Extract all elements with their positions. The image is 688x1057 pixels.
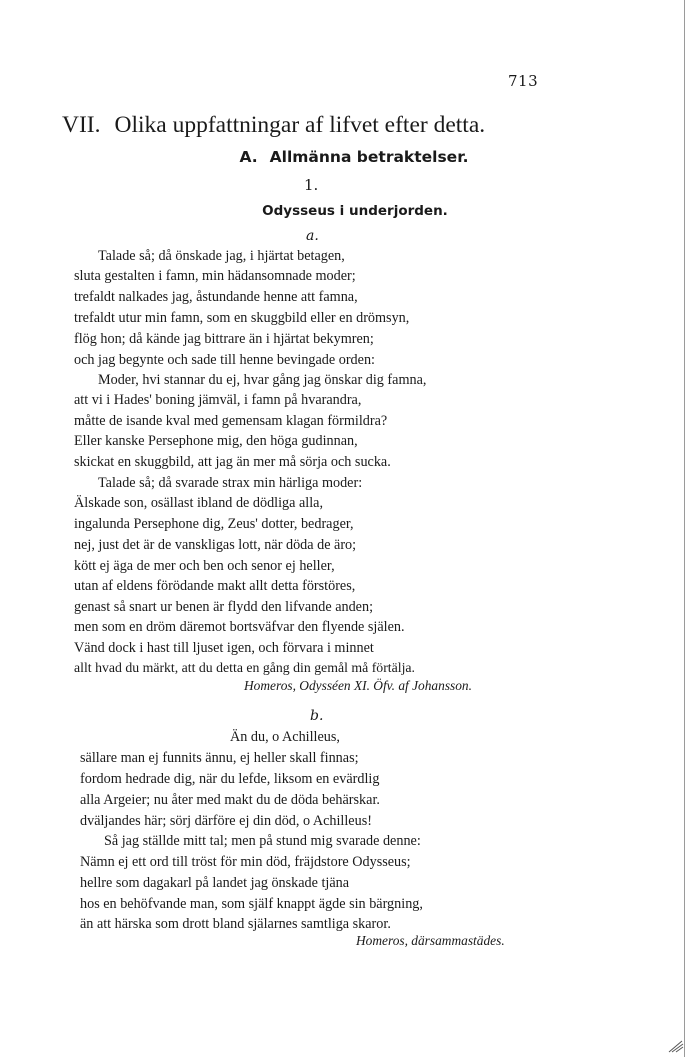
verse-line: Eller kanske Persephone mig, den höga gudinnan, [74, 433, 358, 449]
attribution-part-b: Homeros, därsammastädes. [356, 933, 505, 948]
verse-line: sällare man ej funnits ännu, ej heller skall finnas; [80, 750, 359, 766]
verse-line: trefaldt nalkades jag, åstundande henne att famna, [74, 289, 358, 305]
verse-line: hos en behöfvande man, som själf knappt ägde sin bärgning, [80, 896, 423, 912]
chapter-title: Olika uppfattningar af lifvet efter detta. [114, 112, 486, 138]
verse-line: dväljandes här; sörj därföre ej din död, o Achilleus! [80, 813, 372, 829]
part-b-label: b. [310, 708, 324, 724]
verse-line: Älskade son, osällast ibland de dödliga alla, [74, 495, 324, 511]
verse-line: ingalunda Persephone dig, Zeus' dotter, bedrager, [74, 516, 354, 532]
verse-line: Vänd dock i hast till ljuset igen, och förvara i minnet [74, 640, 374, 656]
section-title: Allmänna betraktelser. [269, 148, 469, 166]
verse-line: Talade så; då önskade jag, i hjärtat betagen, [98, 248, 345, 264]
scan-corner-mark-icon [668, 1039, 684, 1053]
section-letter: A. [239, 148, 258, 166]
verse-line: Nämn ej ett ord till tröst för min död, fräjdstore Odysseus; [80, 854, 411, 870]
page-number: 713 [508, 72, 539, 90]
verse-line: men som en dröm däremot bortsväfvar den flyende själen. [74, 619, 405, 635]
verse-line: sluta gestalten i famn, min hädansomnade moder; [74, 268, 356, 284]
verse-line: Så jag ställde mitt tal; men på stund mig svarade denne: [104, 833, 421, 849]
verse-line: måtte de isande kval med gemensam klagan förmildra? [74, 413, 388, 429]
verse-line: Moder, hvi stannar du ej, hvar gång jag önskar dig famna, [98, 372, 427, 388]
verse-line: alla Argeier; nu åter med makt du de döda behärskar. [80, 792, 380, 808]
attribution-part-a: Homeros, Odysséen XI. Öfv. af Johansson. [244, 678, 472, 693]
verse-line: skickat en skuggbild, att jag än mer må sörja och sucka. [74, 454, 391, 470]
verse-line: trefaldt utur min famn, som en skuggbild eller en drömsyn, [74, 310, 410, 326]
verse-line: genast så snart ur benen är flydd den lifvande anden; [74, 599, 374, 615]
poem-number: 1. [304, 176, 319, 194]
chapter-roman-numeral: VII. [62, 112, 101, 138]
verse-line: hellre som dagakarl på landet jag önskade tjäna [80, 875, 350, 891]
verse-line: än att härska som drott bland själarnes samtliga skaror. [80, 916, 391, 932]
verse-line: allt hvad du märkt, att du detta en gång din gemål må förtälja. [74, 660, 415, 675]
verse-line: fordom hedrade dig, när du lefde, liksom en evärdlig [80, 771, 380, 787]
verse-line: Talade så; då svarade strax min härliga moder: [98, 475, 363, 491]
verse-line: Än du, o Achilleus, [230, 729, 340, 745]
verse-line: utan af eldens förödande makt allt detta förstöres, [74, 578, 356, 594]
poem-title: Odysseus i underjorden. [262, 203, 448, 219]
verse-line: kött ej äga de mer och ben och senor ej heller, [74, 558, 335, 574]
verse-line: och jag begynte och sade till henne bevingade orden: [74, 352, 375, 368]
section-heading [0, 148, 688, 166]
verse-line: flög hon; då kände jag bittrare än i hjärtat bekymren; [74, 331, 374, 347]
chapter-heading [62, 112, 682, 139]
verse-line: nej, just det är de vanskligas lott, när döda de äro; [74, 537, 357, 553]
part-a-label: a. [306, 228, 319, 244]
verse-line: att vi i Hades' boning jämväl, i famn på hvarandra, [74, 392, 362, 408]
